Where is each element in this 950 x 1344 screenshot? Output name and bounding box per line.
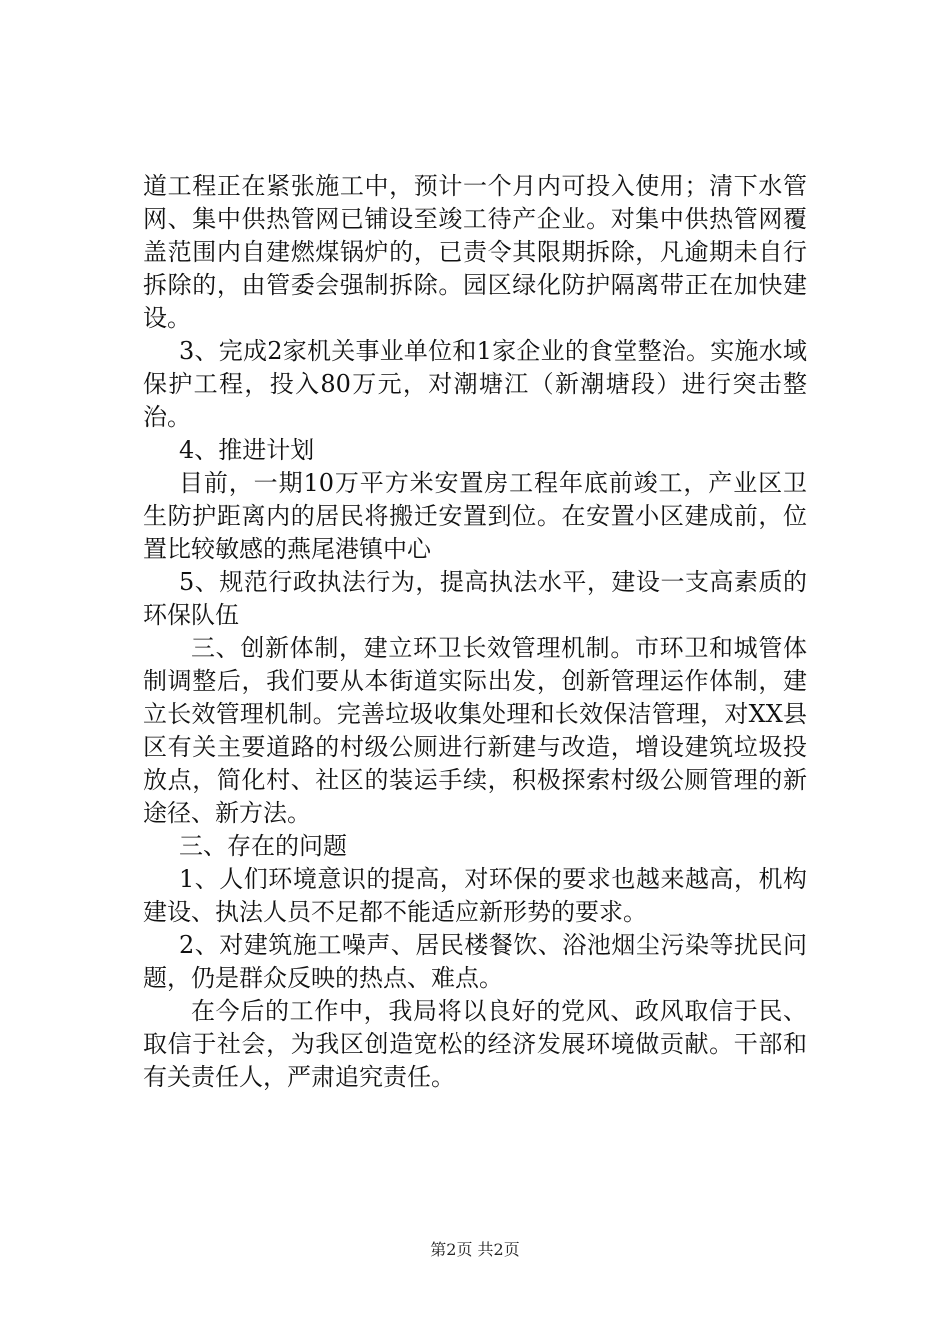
paragraph-resettlement: 目前，一期10万平方米安置房工程年底前竣工，产业区卫生防护距离内的居民将搬迁安置到位。在安置小区建成前，位置比较敏感的燕尾港镇中心 [143,469,807,563]
paragraph-problem-1: 1、人们环境意识的提高，对环保的要求也越来越高，机构建设、执法人员不足都不能适应新形势的要求。 [143,865,807,926]
document-body [143,170,807,1094]
paragraph-canteen-rectification: 3、完成2家机关事业单位和1家企业的食堂整治。实施水域保护工程，投入80万元，对潮塘江（新潮塘段）进行突击整治。 [143,337,807,431]
paragraph-sanitation-mechanism: 三、创新体制，建立环卫长效管理机制。市环卫和城管体制调整后，我们要从本街道实际出发，创新管理运作体制，建立长效管理机制。完善垃圾收集处理和长效保洁管理，对XX县区有关主要道路的村级公厕进行新建与改造，增设建筑垃圾投放点，简化村、社区的装运手续，积极探索村级公厕管理的新途径、新方法。 [143,634,807,827]
paragraph-problem-2: 2、对建筑施工噪声、居民楼餐饮、浴池烟尘污染等扰民问题，仍是群众反映的热点、难点。 [143,931,807,992]
paragraph-heading-problems: 三、存在的问题 [179,832,347,860]
paragraph-construction-progress: 道工程正在紧张施工中，预计一个月内可投入使用；清下水管网、集中供热管网已铺设至竣工待产企业。对集中供热管网覆盖范围内自建燃煤锅炉的，已责令其限期拆除，凡逾期未自行拆除的，由管委会强制拆除。园区绿化防护隔离带正在加快建设。 [143,172,807,332]
page-footer: 第2页 共2页 [430,1240,520,1259]
paragraph-conclusion: 在今后的工作中，我局将以良好的党风、政风取信于民、取信于社会，为我区创造宽松的经济发展环境做贡献。干部和有关责任人，严肃追究责任。 [143,997,807,1091]
paragraph-enforcement: 5、规范行政执法行为，提高执法水平，建设一支高素质的环保队伍 [143,568,807,629]
paragraph-heading-plan: 4、推进计划 [179,436,315,464]
